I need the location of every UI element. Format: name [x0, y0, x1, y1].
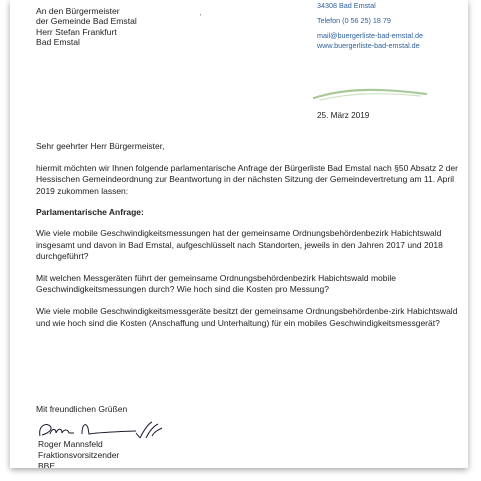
salutation: Sehr geehrter Herr Bürgermeister, — [36, 141, 165, 151]
sender-contact-block — [317, 1, 423, 51]
question-paragraph: Wie viele mobile Geschwindigkeitsmessungen hat der gemeinsame Ordnungsbehördenbezirk Habichtswald insgesamt und davon in Bad Emstal, aufgeschlüsselt nach Standorten, jeweils in den Jahren 2017 und 2018 durchgeführt? — [36, 227, 443, 262]
sender-email[interactable]: mail@buergerliste-bad-emstal.de — [317, 31, 423, 40]
letterhead-swoosh-graphic — [310, 84, 430, 104]
signer-block — [38, 439, 119, 468]
question-paragraph: Wie viele mobile Geschwindigkeitsmessgeräte besitzt der gemeinsame Ordnungsbehördenbe-zirk Habichtswald und wie hoch sind die Kosten (Anschaffung und Unterhaltung) für ein mobiles Geschwindigkeitsmessgerät? — [36, 305, 458, 328]
recipient-line: Bad Emstal — [36, 37, 80, 48]
sender-city: 34308 Bad Emstal — [317, 1, 376, 10]
recipient-line: Herr Stefan Frankfurt — [36, 26, 117, 37]
signer-party: BBE — [38, 461, 56, 468]
fold-mark: ' — [200, 14, 202, 21]
letter-body — [36, 141, 460, 339]
recipient-address — [36, 6, 137, 48]
letter-date: 25. März 2019 — [317, 111, 370, 120]
intro-paragraph: hiermit möchten wir Ihnen folgende parlamentarische Anfrage der Bürgerliste Bad Emstal nach §50 Absatz 2 der Hessischen Gemeindeordnung zur Beantwortung in der nächsten Sitzung der Gemeindevertretung am 11. April 2019 zukommen lassen: — [36, 162, 458, 196]
inquiry-heading: Parlamentarische Anfrage: — [36, 207, 144, 218]
signer-name: Roger Mannsfeld — [38, 439, 103, 449]
recipient-line: der Gemeinde Bad Emstal — [36, 16, 137, 27]
signer-title: Fraktionsvorsitzender — [38, 450, 120, 460]
recipient-line: An den Bürgermeister — [36, 6, 120, 16]
closing-phrase: Mit freundlichen Grüßen — [36, 404, 128, 414]
sender-website[interactable]: www.buergerliste-bad-emstal.de — [317, 41, 420, 50]
question-paragraph: Mit welchen Messgeräten führt der gemeinsame Ordnungsbehördenbezirk Habichtswald mobile Geschwindigkeitsmessungen durch? Wie hoch sind die Kosten pro Messung? — [36, 272, 397, 295]
sender-phone: Telefon (0 56 25) 18 79 — [317, 16, 391, 25]
letter-page — [10, 0, 468, 468]
